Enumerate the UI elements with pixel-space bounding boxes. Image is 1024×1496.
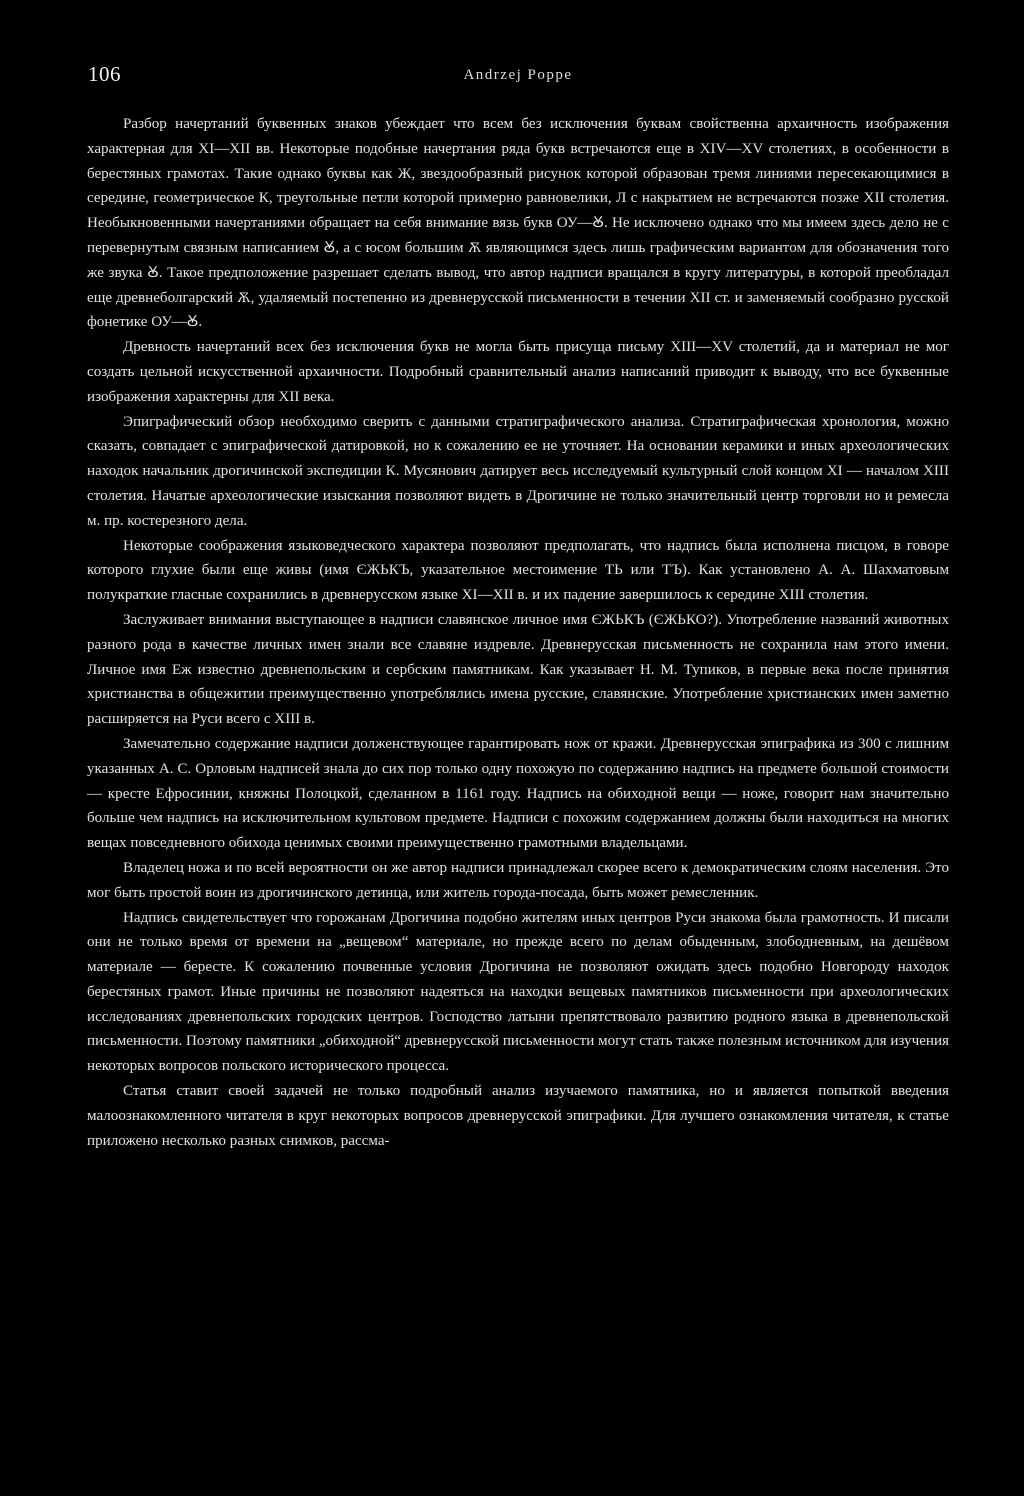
paragraph: Эпиграфический обзор необходимо сверить с данными стратиграфического анализа. Стратиграфическая хронология, можно сказать, совпадает с эпиграфической датировкой, но к сожалению ее не уточняет. На основании керамики и иных археологических находок начальник дрогичинской экспедиции К. Мусянович датирует весь исследуемый культурный слой концом XI — началом XIII столетия. Начатые археологические изыскания позволяют видеть в Дрогичине не только значительный центр торговли но и ремесла м. пр. костерезного дела. xyxy=(87,413,949,529)
paragraph: Древность начертаний всех без исключения букв не могла быть присуща письму XIII—XV столетий, да и материал не мог создать цельной искусственной архаичности. Подробный сравнительный анализ написаний приводит к выводу, что все буквенные изображения характерны для XII века. xyxy=(87,339,949,405)
paragraph: Статья ставит своей задачей не только подробный анализ изучаемого памятника, но и является попыткой введения малоознакомленного читателя в круг некоторых вопросов древнерусской эпиграфики. Для лучшего ознакомления читателя, к статье приложено несколько разных снимков, рассма- xyxy=(87,1083,949,1149)
body-text xyxy=(87,112,949,1153)
paragraph: Владелец ножа и по всей вероятности он же автор надписи принадлежал скорее всего к демократическим слоям населения. Это мог быть простой воин из дрогичинского детинца, или житель города-посада, быть может ремесленник. xyxy=(87,859,949,901)
paragraph: Заслуживает внимания выступающее в надписи славянское личное имя ЄЖЬКЪ (ЄЖЬКО?). Употребление названий животных разного рода в качестве личных имен знали все славяне издревле. Древнерусская письменность не сохранила нам этого имени. Личное имя Еж известно древнепольским и сербским памятникам. Как указывает Н. М. Тупиков, в первые века после принятия христианства в общежитии преимущественно употреблялись имена русские, славянские. Употребление христианских имен заметно расширяется на Руси всего с XIII в. xyxy=(87,611,949,728)
paragraph: Замечательно содержание надписи долженствующее гарантировать нож от кражи. Древнерусская эпиграфика из 300 с лишним указанных А. С. Орловым надписей знала до сих пор только одну похожую по содержанию надпись на предмете большой стоимости — кресте Ефросинии, княжны Полоцкой, сделанном в 1161 году. Надпись на обиходной вещи — ноже, говорит нам значительно больше чем надпись на исключительном культовом предмете. Надписи с похожим содержанием должны были находиться на многих вещах повседневного обихода ценимых своими преимущественно грамотными владельцами. xyxy=(87,735,949,852)
page-number: 106 xyxy=(88,62,121,86)
paragraph: Надпись свидетельствует что горожанам Дрогичина подобно жителям иных центров Руси знакома была грамотность. И писали они не только время от времени на „вещевом“ материале, но прежде всего по делам обыденным, злободневным, на дешёвом материале — бересте. К сожалению почвенные условия Дрогичина не позволяют ожидать здесь подобно Новгороду находок берестяных грамот. Иные причины не позволяют надеяться на находки вещевых памятников письменности при археологических исследованиях древнепольских городских центров. Господство латыни препятствовало развитию родного языка в древнепольской письменности. Поэтому памятники „обиходной“ древнерусской письменности могут стать также полезным источником для изучения некоторых вопросов польского исторического процесса. xyxy=(87,909,949,1075)
paragraph: Разбор начертаний буквенных знаков убеждает что всем без исключения буквам свойственна архаичность изображения характерная для XI—XII вв. Некоторые подобные начертания ряда букв встречаются еще в XIV—XV столетиях, в особенности в берестяных грамотах. Такие однако буквы как Ж, звездообразный рисунок которой образован тремя линиями пересекающимися в середине, геометрическое К, треугольные петли которой примерно равновелики, Л с накрытием не встречаются позже XII столетия. Необыкновенными начертаниями обращает на себя внимание вязь букв ОУ—Ꙋ. Не исключено однако что мы имеем здесь дело не с перевернутым связным написанием Ꙋ, а с юсом большим Ѫ являющимся здесь лишь графическим вариантом для обозначения того же звука Ꙋ. Такое предположение разрешает сделать вывод, что автор надписи вращался в кругу литературы, в которой преобладал еще древнеболгарский Ѫ, удаляемый постепенно из древнерусской письменности в течении XII ст. и заменяемый сообразно русской фонетике ОУ—Ꙋ. xyxy=(87,116,949,331)
page-header xyxy=(88,62,948,92)
paragraph: Некоторые соображения языковедческого характера позволяют предполагать, что надпись была исполнена писцом, в говоре которого глухие были еще живы (имя ЄЖЬКЪ, указательное местоимение ТЬ или ТЪ). Как установлено А. А. Шахматовым полукраткие гласные сохранились в древнерусском языке XI—XII в. и их падение завершилось к середине XIII столетия. xyxy=(87,537,949,604)
running-head: Andrzej Poppe xyxy=(463,67,573,83)
